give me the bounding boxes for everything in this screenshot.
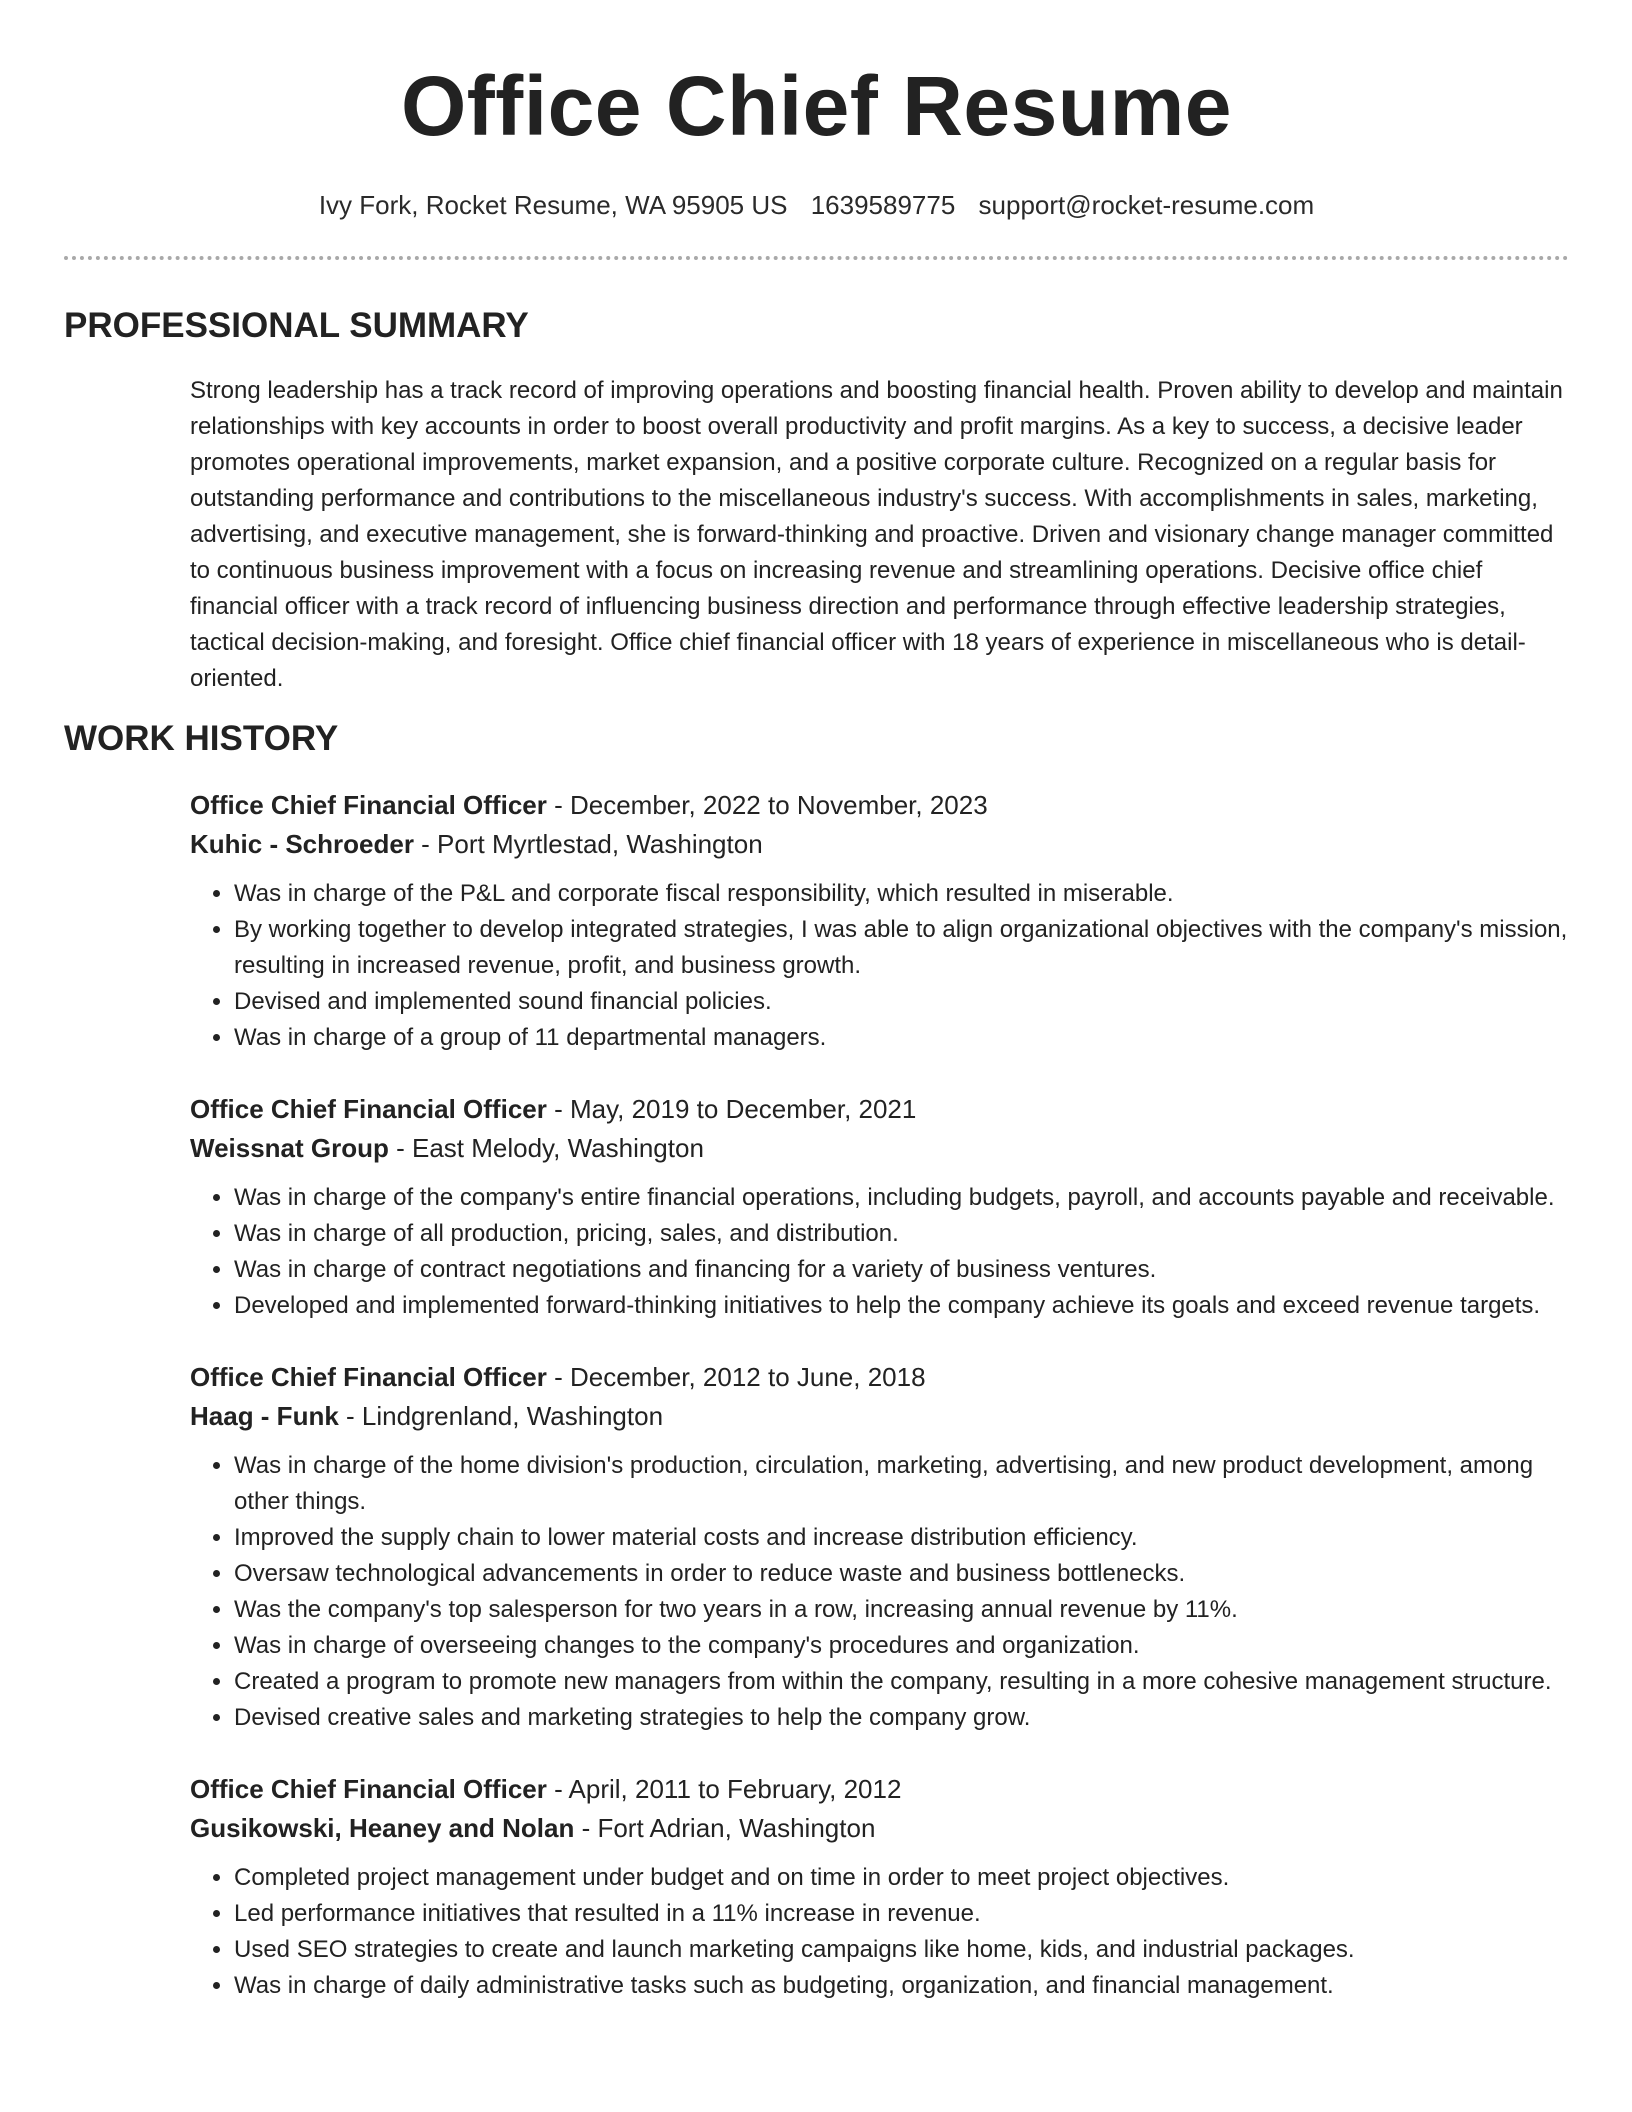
job-title-line <box>190 1770 1569 1809</box>
duty-item: • Was in charge of a group of 11 departmental managers. <box>234 1020 1569 1056</box>
job-dates: - May, 2019 to December, 2021 <box>546 1094 917 1124</box>
job-title: Office Chief Financial Officer <box>190 1774 547 1804</box>
duty-item: • Created a program to promote new managers from within the company, resulting in a more cohesive management structure. <box>234 1664 1569 1700</box>
duty-item: • Was the company's top salesperson for two years in a row, increasing annual revenue by 11%. <box>234 1592 1569 1628</box>
duty-item: • By working together to develop integrated strategies, I was able to align organizational objectives with the company's mission, resulting in increased revenue, profit, and business growth. <box>234 912 1569 984</box>
job-company: Haag - Funk <box>190 1401 339 1431</box>
resume-title: Office Chief Resume <box>400 59 1233 153</box>
job-title: Office Chief Financial Officer <box>190 790 547 820</box>
duty-item: • Improved the supply chain to lower material costs and increase distribution efficiency. <box>234 1520 1569 1556</box>
duty-item: • Completed project management under budget and on time in order to meet project objectives. <box>234 1860 1569 1896</box>
job-company: Gusikowski, Heaney and Nolan <box>190 1813 575 1843</box>
job-company-line <box>190 1397 1569 1436</box>
duty-item: • Was in charge of all production, pricing, sales, and distribution. <box>234 1216 1569 1252</box>
job-location: - Port Myrtlestad, Washington <box>413 829 763 859</box>
professional-summary-text: Strong leadership has a track record of improving operations and boosting financial health. Proven ability to develop and maintain relationships with key accounts in order to boost overall productivity and profit margins. As a key to success, a decisive leader promotes operational improvements, market expansion, and a positive corporate culture. Recognized on a regular basis for outstanding performance and contributions to the miscellaneous industry's success. With accomplishments in sales, marketing, advertising, and executive management, she is forward-thinking and proactive. Driven and visionary change manager committed to continuous business improvement with a focus on increasing revenue and streamlining operations. Decisive office chief financial officer with a track record of influencing business direction and performance through effective leadership strategies, tactical decision-making, and foresight. Office chief financial officer with 18 years of experience in miscellaneous who is detail-oriented. <box>190 377 1563 692</box>
job-entry <box>190 786 1569 1056</box>
contact-phone: 1639589775 <box>810 190 956 220</box>
job-company-line <box>190 1129 1569 1168</box>
job-company-line <box>190 825 1569 864</box>
duty-item: • Devised and implemented sound financial policies. <box>234 984 1569 1020</box>
contact-address: Ivy Fork, Rocket Resume, WA 95905 US <box>318 190 788 220</box>
job-company-line <box>190 1809 1569 1848</box>
duty-item: • Was in charge of overseeing changes to the company's procedures and organization. <box>234 1628 1569 1664</box>
work-history-heading: WORK HISTORY <box>64 719 339 758</box>
job-location: - Lindgrenland, Washington <box>338 1401 664 1431</box>
job-entry <box>190 1770 1569 2004</box>
job-duties <box>190 1180 1569 1324</box>
job-title: Office Chief Financial Officer <box>190 1094 547 1124</box>
job-company: Weissnat Group <box>190 1133 389 1163</box>
duty-item: • Led performance initiatives that resulted in a 11% increase in revenue. <box>234 1896 1569 1932</box>
duty-item: • Oversaw technological advancements in order to reduce waste and business bottlenecks. <box>234 1556 1569 1592</box>
job-title: Office Chief Financial Officer <box>190 1362 547 1392</box>
duty-item: • Developed and implemented forward-thinking initiatives to help the company achieve its goals and exceed revenue targets. <box>234 1288 1569 1324</box>
duty-item: • Used SEO strategies to create and launch marketing campaigns like home, kids, and industrial packages. <box>234 1932 1569 1968</box>
job-dates: - April, 2011 to February, 2012 <box>546 1774 902 1804</box>
duty-item: • Was in charge of daily administrative tasks such as budgeting, organization, and financial management. <box>234 1968 1569 2004</box>
resume-page <box>64 0 1569 2038</box>
header-divider <box>64 256 1569 260</box>
job-entry <box>190 1358 1569 1736</box>
job-dates: - December, 2022 to November, 2023 <box>546 790 988 820</box>
duty-item: • Was in charge of the home division's production, circulation, marketing, advertising, and new product development, among other things. <box>234 1448 1569 1520</box>
duty-item: • Was in charge of the company's entire financial operations, including budgets, payroll, and accounts payable and receivable. <box>234 1180 1569 1216</box>
duty-item: • Was in charge of contract negotiations and financing for a variety of business ventures. <box>234 1252 1569 1288</box>
job-dates: - December, 2012 to June, 2018 <box>546 1362 926 1392</box>
duty-item: • Devised creative sales and marketing strategies to help the company grow. <box>234 1700 1569 1736</box>
job-company: Kuhic - Schroeder <box>190 829 414 859</box>
job-location: - Fort Adrian, Washington <box>574 1813 876 1843</box>
job-title-line <box>190 1358 1569 1397</box>
job-location: - East Melody, Washington <box>388 1133 704 1163</box>
job-entry <box>190 1090 1569 1324</box>
professional-summary-heading: PROFESSIONAL SUMMARY <box>64 306 529 345</box>
contact-email: support@rocket-resume.com <box>978 190 1315 220</box>
job-duties <box>190 1860 1569 2004</box>
job-title-line <box>190 1090 1569 1129</box>
job-duties <box>190 876 1569 1056</box>
work-history-list <box>190 786 1569 2004</box>
job-duties <box>190 1448 1569 1736</box>
job-title-line <box>190 786 1569 825</box>
duty-item: • Was in charge of the P&L and corporate fiscal responsibility, which resulted in miserable. <box>234 876 1569 912</box>
contact-line <box>64 188 1569 222</box>
